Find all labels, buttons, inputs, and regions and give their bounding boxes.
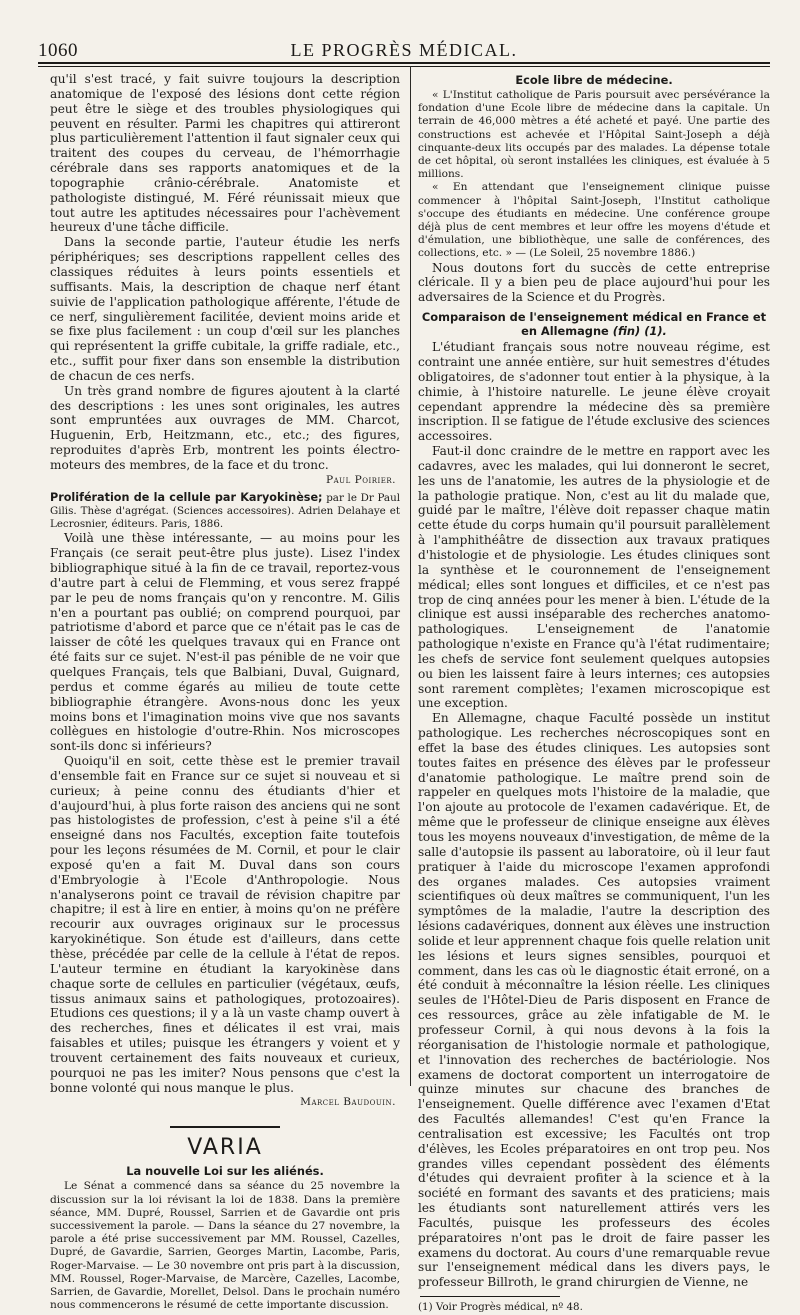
header-rule-thin: [38, 66, 770, 67]
page-number: 1060: [38, 40, 78, 61]
footnote: (1) Voir Progrès médical, nº 48.: [418, 1301, 583, 1314]
review-heading: [50, 491, 400, 532]
paragraph: En Allemagne, chaque Faculté possède un institut pathologique. Les recherches nécroscopiques sont en effet la base des études cliniques. Les autopsies sont toutes faites en présence des élèves par le professeur d'anatomie pathologique. Le maître prend soin de rappeler en quelques mots l'histoire de la maladie, que l'on ajoute au protocole de l'examen cadavérique. Et, de même que le professeur de clinique enseigne aux élèves tous les moyens nouveaux d'investigation, de même de la salle d'autopsie ils passent au laboratoire, où il leur faut pratiquer à l'aide du microscope l'examen approfondi des organes malades. Ces autopsies vraiment scientifiques où deux maîtres se communiquent, l'un les symptômes de la maladie, l'autre la description des lésions cadavériques, donnent aux élèves une instruction solide et leur apprennent chaque fois quelle relation unit les lésions et leurs signes sensibles, pourquoi et comment, dans les cas où le diagnostic était erroné, on a été conduit à méconnaître la lésion réelle. Les cliniques seules de l'Hôtel-Dieu de Paris disposent en France de ces ressources, grâce au zèle infatigable de M. le professeur Cornil, à qui nous devons à la fois la réorganisation de l'histologie normale et pathologique, et l'innovation des recherches de bactériologie. Nos examens de doctorat comportent un interrogatoire de quinze minutes sur chacune des branches de l'enseignement. Quelle différence avec l'examen d'Etat des Facultés allemandes! C'est qu'en France la centralisation est excessive; les Facultés ont trop d'élèves, les Ecoles préparatoires en ont trop peu. Nos grandes villes cependant possèdent des éléments d'études qui devraient profiter à la science et à la société en formant des savants et des praticiens; mais les étudiants sont naturellement attirés vers les Facultés, puisque les professeurs des écoles préparatoires n'ont pas le droit de faire passer les examens du doctorat. Au cours d'une remarquable revue sur l'enseignement médical dans les divers pays, le professeur Billroth, le grand chirurgien de Vienne, ne: [418, 711, 770, 1290]
varia-rule: [170, 1126, 280, 1128]
paragraph: Un très grand nombre de figures ajoutent à la clarté des descriptions : les unes sont originales, les autres sont empruntées aux ouvrages de MM. Charcot, Huguenin, Erb, Heitzmann, etc., etc.; des figures, reproduites d'après Erb, montrent les points électro-moteurs des membres, de la face et du tronc.: [50, 383, 400, 472]
aliene-law-text: Le Sénat a commencé dans sa séance du 25 novembre la discussion sur la loi révisant la loi de 1838. Dans la première séance, MM. Dupré, Roussel, Sarrien et de Gavardie ont pris successivement la parole. — Dans la séance du 27 novembre, la parole a été prise successivement par MM. Roussel, Cazelles, Dupré, de Gavardie, Sarrien, Georges Martin, Lacombe, Paris, Roger-Marvaise. — Le 30 novembre ont pris part à la discussion, MM. Roussel, Roger-Marvaise, de Marcère, Cazelles, Lacombe, Sarrien, de Gavardie, Morellet, Delsol. Dans le prochain numéro nous commencerons le résumé de cette importante discussion.: [50, 1180, 400, 1312]
paragraph: qu'il s'est tracé, y fait suivre toujours la description anatomique de l'exposé des lésions dont cette région peut être le siège et des troubles physiologiques qui peuvent en résulter. Parmi les chapitres qui attireront plus particulièrement l'attention il faut signaler ceux qui traitent des coupes du cerveau, de l'hémorrhagie cérébrale dans ses rapports anatomiques et de la topographie crânio-cérébrale. Anatomiste et pathologiste distingué, M. Féré réunissait mieux que tout autre les aptitudes nécessaires pour l'achèvement heureux d'une tâche difficile.: [50, 72, 400, 235]
paragraph: Faut-il donc craindre de le mettre en rapport avec les cadavres, avec les malades, qui lui donneront le secret, les uns de l'anatomie, les autres de la physiologie et de la pathologie pratique. Non, c'est au lit du malade que, guidé par le maître, l'élève doit repasser chaque matin cette étude du corps humain qu'il poursuit parallèlement à l'amphithéâtre de dissection aux travaux pratiques d'histologie et de physiologie. Les études cliniques sont la synthèse et le couronnement de l'enseignement médical; elles sont longues et difficiles, et ce n'est pas trop de cinq années pour les mener à bien. L'étude de la clinique est aussi inséparable des recherches anatomo-pathologiques. L'enseignement de l'anatomie pathologique n'existe en France qu'à l'état rudimentaire; les chefs de service font seulement quelques autopsies ou bien les laissent faire à leurs internes; ces autopsies sont rarement complètes; l'examen microscopique est une exception.: [418, 444, 770, 711]
karyokinese-review: [50, 491, 400, 1109]
paragraph: Voilà une thèse intéressante, — au moins pour les Français (ce serait peut-être plus juste). Lisez l'index bibliographique situé à la fin de ce travail, reportez-vous d'autre part à celui de Flemming, et vous serez frappé par le peu de noms français qu'on y rencontre. M. Gilis n'en a pourtant pas oublié; on comprend pourquoi, par patriotisme d'abord et parce que ce n'était pas le cas de laisser de côté les quelques travaux qui en France ont été faits sur ce sujet. N'est-il pas pénible de ne voir que quelques Français, tels que Balbiani, Duval, Guignard, perdus et comme égarés au milieu de toute cette bibliographie étrangère. Avons-nous donc les yeux moins bons et l'imagination moins vive que nos savants collègues en histologie d'outre-Rhin. Nos microscopes sont-ils donc si inférieurs?: [50, 531, 400, 754]
journal-title: LE PROGRÈS MÉDICAL.: [290, 40, 518, 60]
column-divider: [410, 66, 411, 1086]
varia-title: VARIA: [187, 1135, 263, 1161]
header-rule-thick: [38, 62, 770, 64]
review-meta: par le Dr Paul Gilis. Thèse d'agrégat. (Sciences accessoires). Adrien Delahaye et Lecrosnier, éditeurs. Paris, 1886.: [50, 491, 400, 531]
right-column: [418, 72, 770, 1314]
aliene-law-heading: La nouvelle Loi sur les aliénés.: [126, 1164, 324, 1179]
footnote-rule: [420, 1296, 560, 1297]
paragraph: Quoiqu'il en soit, cette thèse est le premier travail d'ensemble fait en France sur ce sujet si nouveau et si curieux; à peine connu des étudiants d'hier et d'aujourd'hui, à plus forte raison des anciens qui ne sont pas histologistes de profession, c'est à peine s'il a été enseigné dans nos Facultés, exception faite toutefois pour les leçons résumées de M. Cornil, et pour le clair exposé qu'en a fait M. Duval dans son cours d'Embryologie à l'Ecole d'Anthropologie. Nous n'analyserons point ce travail de révision chapitre par chapitre; il est à lire en entier, à moins qu'on ne préfère recourir aux ouvrages originaux sur le processus karyokinétique. Son étude est d'ailleurs, dans cette thèse, précédée par celle de la cellule à l'état de repos. L'auteur termine en étudiant la karyokinèse dans chaque sorte de cellules en particulier (végétaux, œufs, tissus animaux sains et pathologiques, protozoaires). Etudions ces questions; il y a là un vaste champ ouvert à des recherches, fines et délicates il est vrai, mais faisables et utiles; puisque les étrangers y voient et y trouvent certainement des faits nouveaux et curieux, pourquoi ne pas les imiter? Nous pensons que c'est la bonne volonté qui nous manque le plus.: [50, 754, 400, 1095]
review-signature: Marcel Baudouin.: [300, 1096, 396, 1109]
ecole-comment: Nous doutons fort du succès de cette entreprise cléricale. Il y a bien peu de place aujourd'hui pour les adversaires de la Science et du Progrès.: [418, 260, 770, 305]
ecole-quote-paragraph: « L'Institut catholique de Paris poursuit avec persévérance la fondation d'une Ecole libre de médecine dans la capitale. Un terrain de 46,000 mètres a été acheté et payé. Une partie des constructions est achevée et l'Hôpital Saint-Joseph a déjà cinquante-deux lits occupés par des malades. La dépense totale de cet hôpital, où seront installées les cliniques, est évaluée à 5 millions.: [418, 89, 770, 181]
review-title: Prolifération de la cellule par Karyokinèse;: [50, 490, 323, 504]
page-header: [38, 36, 770, 64]
paragraph: L'étudiant français sous notre nouveau régime, est contraint une année entière, sur huit semestres d'études obligatoires, de s'adonner tout entier à la physique, à la chimie, à l'histoire naturelle. Le jeune élève croyait cependant apprendre la médecine dès sa première inscription. Il se fatigue de l'étude exclusive des sciences accessoires.: [418, 340, 770, 444]
left-column: [50, 72, 400, 1312]
review-signature: Paul Poirier.: [325, 473, 396, 486]
paragraph: Dans la seconde partie, l'auteur étudie les nerfs périphériques; ses descriptions rappellent celles des classiques réduites à leurs points essentiels et suffisants. Mais, la description de chaque nerf étant suivie de l'application pathologique afférente, l'étude de ce nerf, singulièrement facilitée, devient moins aride et se fixe plus facilement : un coup d'œil sur les planches qui représentent la griffe cubitale, la griffe radiale, etc., etc., suffit pour fixer dans son ensemble la distribution de chacun de ces nerfs.: [50, 235, 400, 383]
ecole-heading: Ecole libre de médecine.: [515, 73, 673, 87]
anatomy-review-continued: [50, 72, 400, 486]
comparaison-heading: Comparaison de l'enseignement médical en France et en Allemagne (fin) (1).: [421, 310, 767, 339]
ecole-quote-paragraph: « En attendant que l'enseignement clinique puisse commencer à l'hôpital Saint-Joseph, l'Institut catholique s'occupe des étudiants en médecine. Une conférence groupe déjà plus de cent membres et leur offre les moyens d'étude et d'émulation, une bibliothèque, une salle de conférences, des collections, etc. » — (Le Soleil, 25 novembre 1886.): [418, 181, 770, 260]
varia-section-header: [50, 1115, 400, 1160]
